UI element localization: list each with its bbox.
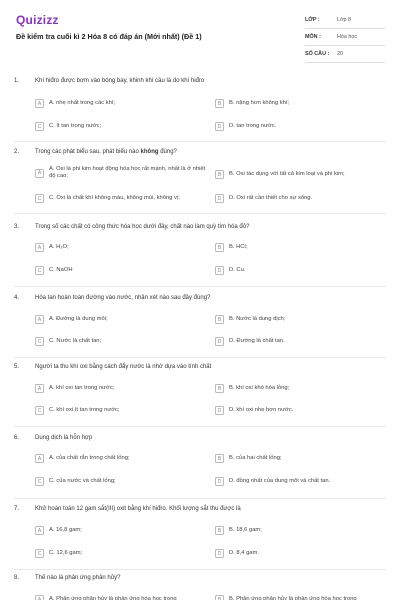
option-d[interactable] (215, 122, 385, 131)
question-number: 7. (14, 506, 20, 512)
option-a[interactable] (35, 595, 210, 600)
option-c[interactable] (35, 337, 205, 346)
question-text (35, 149, 375, 155)
option-a[interactable] (35, 166, 210, 180)
option-letter-box: A (35, 384, 44, 393)
option-letter-box: B (215, 526, 224, 535)
question-divider (14, 357, 386, 358)
option-letter-box: A (35, 243, 44, 252)
meta-value: Hóa học (337, 34, 358, 40)
meta-value: Lớp 8 (337, 17, 352, 23)
option-a[interactable] (35, 384, 205, 393)
option-d[interactable] (215, 337, 385, 346)
option-text: D. đồng nhất của dung môi và chất tan. (229, 477, 331, 484)
option-letter-box: C (35, 266, 44, 275)
option-text: C. Nước là chất tan; (49, 337, 102, 344)
option-letter-box: C (35, 122, 44, 131)
question-number: 4. (14, 295, 20, 301)
meta-row-class (305, 12, 385, 29)
option-text: B. 18,6 gam; (229, 526, 262, 533)
option-letter-box: A (35, 595, 44, 600)
option-text: B. của hai chất lỏng; (229, 454, 282, 461)
option-text: B. Nước là dung dịch; (229, 315, 286, 322)
option-c[interactable] (35, 549, 205, 558)
option-letter-box: C (35, 194, 44, 203)
option-text: C. 12,6 gam; (49, 549, 83, 556)
meta-label: MÔN : (305, 34, 321, 40)
option-letter-box: B (215, 315, 224, 324)
question-text: Người ta thu khí oxi bằng cách đẩy nước là nhờ dựa vào tính chất (35, 364, 212, 370)
option-letter-box: B (215, 243, 224, 252)
question-divider (14, 286, 386, 287)
option-text: A. Đường là dung môi; (49, 315, 108, 322)
question-text-emphasis: không (140, 149, 159, 155)
question-text: Thế nào là phản ứng phân hủy? (35, 575, 121, 581)
option-letter-box: A (35, 169, 44, 178)
option-text: D. Oxi rất cần thiết cho sự sống. (229, 194, 313, 201)
quizizz-logo: Quizizz (16, 13, 59, 27)
option-letter-box: A (35, 99, 44, 108)
option-text: A. Oxi là phi kim hoạt động hóa học rất mạnh, nhất là ở nhiệt độ cao; (49, 166, 206, 180)
option-text: A. khí oxi tan trong nước; (49, 384, 115, 391)
meta-row-question-count (305, 46, 385, 63)
option-letter-box: B (215, 384, 224, 393)
option-letter-box: B (215, 170, 224, 179)
question-divider (14, 213, 386, 214)
option-text: A. của chất rắn trong chất lỏng; (49, 454, 130, 461)
option-letter-box: B (215, 595, 224, 600)
option-letter-box: D (215, 194, 224, 203)
meta-label: SỐ CÂU : (305, 51, 330, 57)
question-number: 3. (14, 224, 20, 230)
option-d[interactable] (215, 194, 390, 203)
question-number: 6. (14, 435, 20, 441)
option-d[interactable] (215, 477, 390, 486)
option-b[interactable] (215, 526, 385, 535)
option-letter-box: A (35, 526, 44, 535)
question-text: Khử hoàn toàn 12 gam sắt(III) oxit bằng khí hiđro. Khối lượng sắt thu được là (35, 506, 241, 512)
option-letter-box: D (215, 266, 224, 275)
option-d[interactable] (215, 406, 385, 415)
option-text: D. Đường là chất tan. (229, 337, 285, 344)
question-text: Dung dịch là hỗn hợp (35, 435, 93, 441)
option-a[interactable] (35, 454, 205, 463)
option-text: C. ít tan trong nước; (49, 122, 102, 129)
option-b[interactable] (215, 454, 385, 463)
option-b[interactable] (215, 170, 390, 179)
option-text: A. 16,8 gam; (49, 526, 82, 533)
option-text: C. Oxi là chất khí không màu, không mùi, không vị; (49, 194, 180, 201)
option-text: A. nhẹ nhất trong các khí; (49, 99, 116, 106)
question-divider (14, 569, 386, 570)
option-text: D. 8,4 gam. (229, 549, 259, 556)
option-text: B. HCl; (229, 243, 248, 250)
question-text-part: đúng? (158, 149, 177, 155)
option-letter-box: B (215, 99, 224, 108)
option-a[interactable] (35, 243, 205, 252)
meta-label: LỚP : (305, 17, 320, 23)
question-number: 2. (14, 149, 20, 155)
meta-table (305, 12, 385, 63)
option-text: D. khí oxi nhẹ hơn nước. (229, 406, 294, 413)
option-text: B. Oxi tác dụng với tất cả kim loại và phi kim; (229, 170, 345, 177)
option-c[interactable] (35, 266, 205, 275)
option-letter-box: D (215, 122, 224, 131)
document-header (0, 0, 400, 70)
option-b[interactable] (215, 243, 385, 252)
question-number: 8. (14, 575, 20, 581)
option-a[interactable] (35, 99, 205, 108)
question-text: Trong số các chất có công thức hóa học dưới đây, chất nào làm quỳ tím hóa đỏ? (35, 224, 250, 230)
option-letter-box: B (215, 454, 224, 463)
question-divider (14, 426, 386, 427)
option-letter-box: C (35, 337, 44, 346)
option-text: D. tan trong nước. (229, 122, 277, 129)
option-text: C. NaOH (49, 266, 73, 273)
option-b[interactable] (215, 99, 385, 108)
question-text-part: Trong các phát biểu sau, phát biểu nào (35, 149, 141, 155)
option-d[interactable] (215, 266, 385, 275)
option-a[interactable] (35, 526, 205, 535)
option-letter-box: A (35, 454, 44, 463)
question-text: Hòa tan hoàn toàn đường vào nước, nhận xét nào sau đây đúng? (35, 295, 211, 301)
question-text: Khí hiđro được bơm vào bóng bay, khinh khí cầu là do khí hiđro (35, 78, 205, 84)
meta-row-subject (305, 29, 385, 46)
question-number: 5. (14, 364, 20, 370)
option-letter-box: C (35, 549, 44, 558)
question-divider (14, 498, 386, 499)
option-d[interactable] (215, 549, 385, 558)
option-c[interactable] (35, 122, 205, 131)
option-text: A. H₂O; (49, 243, 69, 250)
option-letter-box: C (35, 406, 44, 415)
meta-value: 20 (337, 51, 343, 57)
option-letter-box: D (215, 549, 224, 558)
option-text: C. của nước và chất lỏng; (49, 477, 116, 484)
document-title: Đề kiểm tra cuối kì 2 Hóa 8 có đáp án (Mới nhất) (Đề 1) (16, 32, 202, 41)
option-a[interactable] (35, 315, 205, 324)
option-text: D. Cu. (229, 266, 246, 273)
option-c[interactable] (35, 406, 205, 415)
option-letter-box: D (215, 406, 224, 415)
option-letter-box: D (215, 477, 224, 486)
option-letter-box: A (35, 315, 44, 324)
option-b[interactable] (215, 315, 385, 324)
option-c[interactable] (35, 477, 205, 486)
option-text: B. khí oxi khó hóa lỏng; (229, 384, 290, 391)
option-text: B. nặng hơn không khí; (229, 99, 290, 106)
option-b[interactable] (215, 595, 390, 600)
option-text: A. Phản ứng phân hủy là phản ứng hóa học trong (49, 595, 177, 600)
option-text: C. khí oxi ít tan trong nước; (49, 406, 120, 413)
option-c[interactable] (35, 194, 210, 203)
option-b[interactable] (215, 384, 385, 393)
option-letter-box: C (35, 477, 44, 486)
question-number: 1. (14, 78, 20, 84)
question-divider (14, 141, 386, 142)
option-text: B. Phản ứng phân hủy là phản ứng hóa học trong (229, 595, 357, 600)
option-letter-box: D (215, 337, 224, 346)
